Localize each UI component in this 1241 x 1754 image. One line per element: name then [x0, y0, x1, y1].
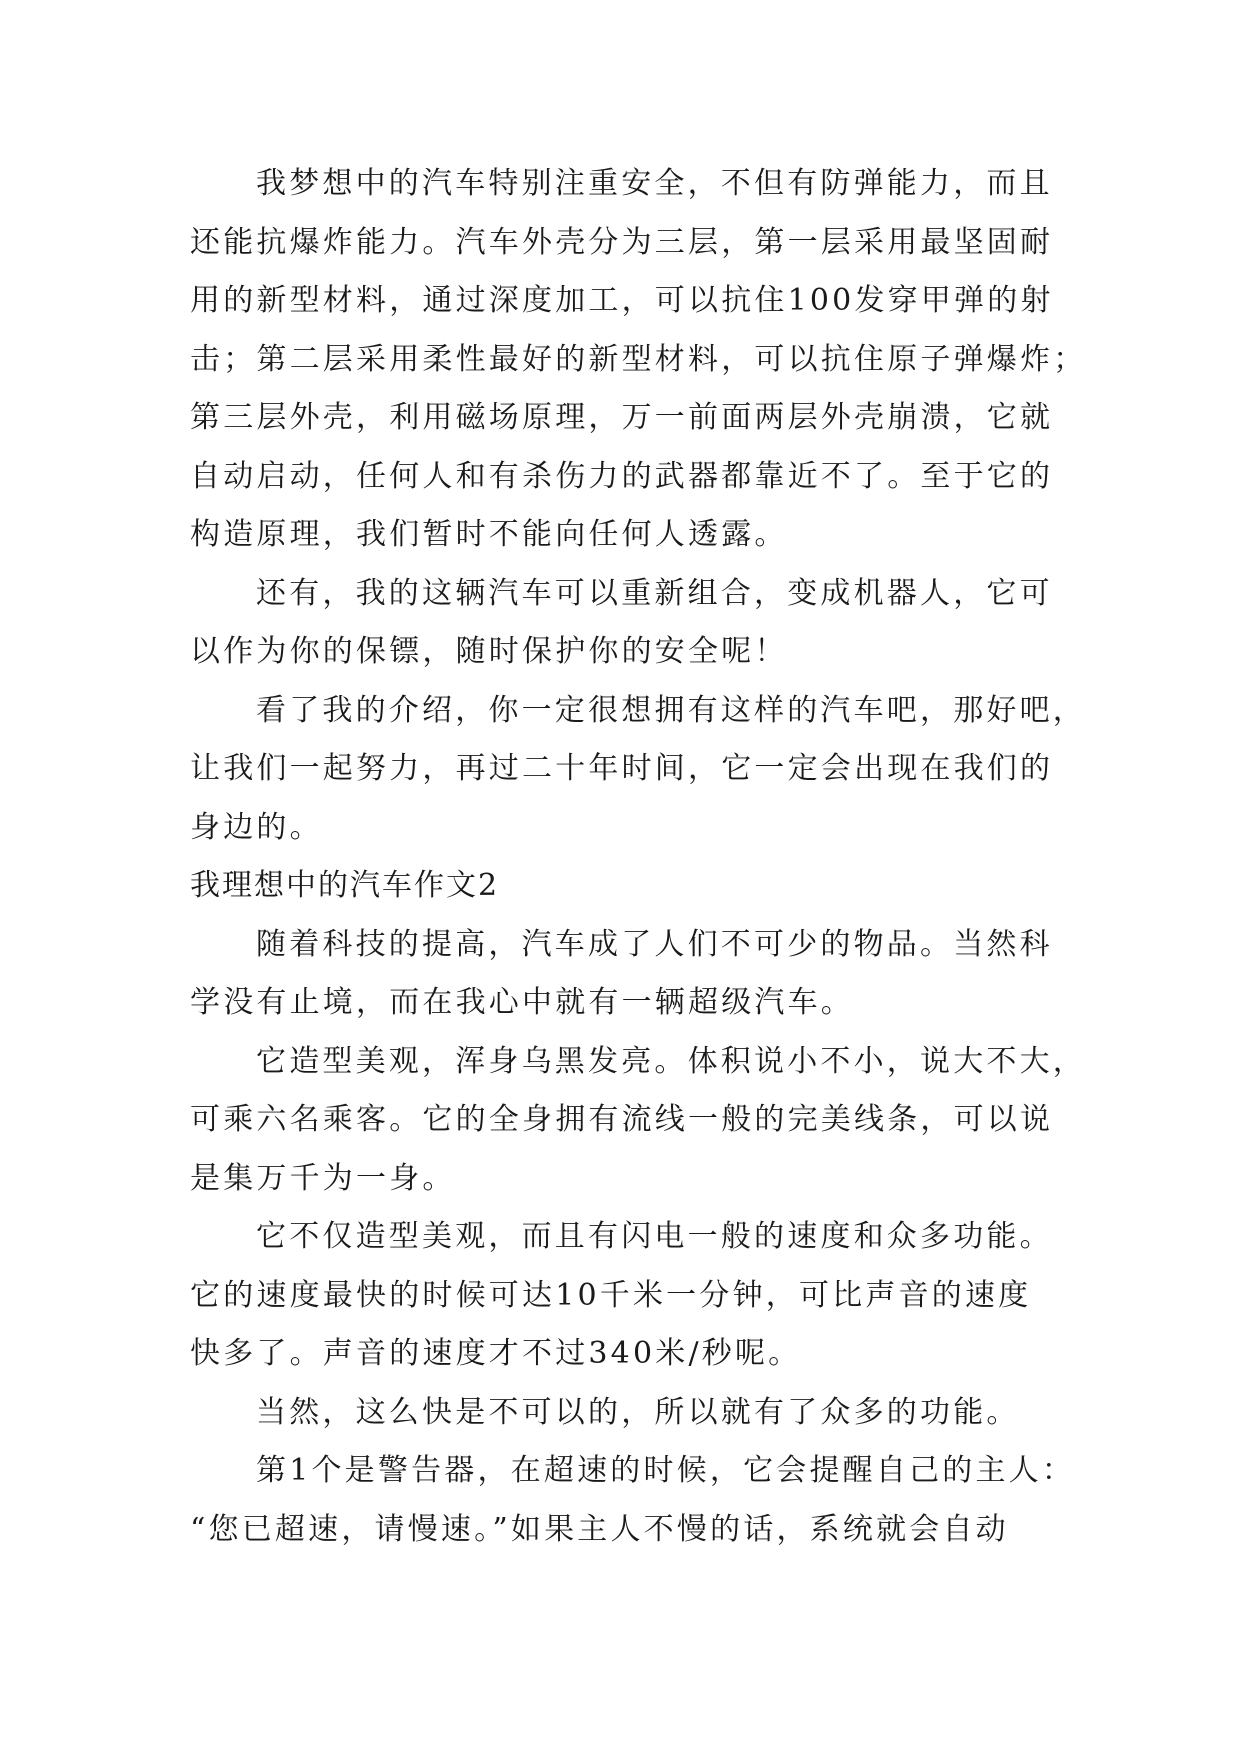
paragraph-line: 自动启动，任何人和有杀伤力的武器都靠近不了。至于它的: [190, 458, 1054, 494]
paragraph-line: “您已超速，请慢速。”如果主人不慢的话，系统就会自动: [190, 1511, 1009, 1547]
paragraph-line: 是集万千为一身。: [190, 1160, 456, 1196]
paragraph-line: 还能抗爆炸能力。汽车外壳分为三层，第一层采用最坚固耐: [190, 224, 1054, 260]
paragraph-line: 当然，这么快是不可以的，所以就有了众多的功能。: [256, 1394, 1020, 1430]
paragraph-line: 身边的。: [190, 809, 323, 845]
paragraph-line: 第1个是警告器，在超速的时候，它会提醒自己的主人：: [256, 1453, 1076, 1488]
paragraph-line: 还有，我的这辆汽车可以重新组合，变成机器人，它可: [256, 575, 1053, 611]
section-heading: 我理想中的汽车作文2: [190, 868, 500, 903]
paragraph-line: 随着科技的提高，汽车成了人们不可少的物品。当然科: [256, 926, 1053, 962]
document-body: [190, 155, 1087, 1559]
paragraph-line: 它的速度最快的时候可达10千米一分钟，可比声音的速度: [190, 1277, 1032, 1313]
paragraph-line: 用的新型材料，通过深度加工，可以抗住100发穿甲弹的射: [190, 283, 1054, 318]
paragraph-line: 它不仅造型美观，而且有闪电一般的速度和众多功能。: [256, 1219, 1053, 1254]
paragraph-line: 第三层外壳，利用磁场原理，万一前面两层外壳崩溃，它就: [190, 400, 1054, 435]
paragraph-line: 我梦想中的汽车特别注重安全，不但有防弹能力，而且: [256, 166, 1053, 201]
paragraph-line: 快多了。声音的速度才不过340米/秒呢。: [190, 1336, 802, 1371]
paragraph-line: 学没有止境，而在我心中就有一辆超级汽车。: [190, 985, 854, 1020]
paragraph-line: 以作为你的保镖，随时保护你的安全呢！: [190, 634, 788, 669]
paragraph-line: 可乘六名乘客。它的全身拥有流线一般的完美线条，可以说: [190, 1102, 1054, 1137]
paragraph-line: 让我们一起努力，再过二十年时间，它一定会出现在我们的: [190, 751, 1054, 786]
paragraph-line: 它造型美观，浑身乌黑发亮。体积说小不小，说大不大，: [256, 1043, 1086, 1079]
paragraph-line: 构造原理，我们暂时不能向任何人透露。: [190, 517, 788, 552]
paragraph-line: 击；第二层采用柔性最好的新型材料，可以抗住原子弹爆炸；: [190, 341, 1087, 377]
paragraph-line: 看了我的介绍，你一定很想拥有这样的汽车吧，那好吧，: [256, 692, 1086, 728]
